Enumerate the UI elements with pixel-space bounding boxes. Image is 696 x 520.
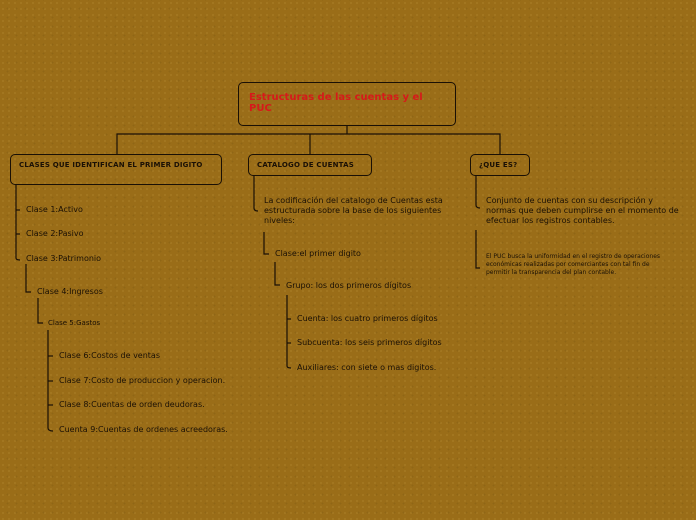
list-item: El PUC busca la uniformidad en el registro de operaciones económicas realizadas por comerciantes con tal fin de permitir la transparencia del plan contable. [486,253,661,276]
list-item: Subcuenta: los seis primeros dígitos [297,338,442,347]
branch-que-es[interactable] [470,154,530,176]
list-item: Clase 6:Costos de ventas [59,351,160,360]
branch-que-es-title: ¿QUE ES? [479,161,518,169]
list-item: Clase 1:Activo [26,205,83,214]
list-item: Clase 8:Cuentas de orden deudoras. [59,400,205,409]
list-item: Clase 4:Ingresos [37,287,103,296]
root-title: Estructuras de las cuentas y el PUC [249,92,423,114]
list-item: Clase 3:Patrimonio [26,254,102,263]
list-item: Clase 5:Gastos [48,319,101,327]
list-item: Grupo: los dos primeros dígitos [286,281,412,290]
list-item: La codificación del catalogo de Cuentas esta estructurada sobre la base de los siguientes niveles: [264,196,443,225]
root-node[interactable] [238,82,456,126]
list-item: Auxiliares: con siete o mas digitos. [297,363,437,372]
list-item: Clase 7:Costo de produccion y operacion. [59,376,226,385]
branch-catalogo[interactable] [248,154,372,176]
branch-clases[interactable] [10,154,222,185]
branch-catalogo-title: CATALOGO DE CUENTAS [257,161,354,169]
list-item: Cuenta: los cuatro primeros dígitos [297,314,438,323]
list-item: Cuenta 9:Cuentas de ordenes acreedoras. [59,425,228,434]
list-item: Conjunto de cuentas con su descripción y normas que deben cumplirse en el momento de efectuar los registros contables. [486,196,679,225]
list-item: Clase:el primer digito [275,249,361,258]
list-item: Clase 2:Pasivo [26,229,84,238]
branch-clases-title: CLASES QUE IDENTIFICAN EL PRIMER DIGITO [19,161,203,169]
